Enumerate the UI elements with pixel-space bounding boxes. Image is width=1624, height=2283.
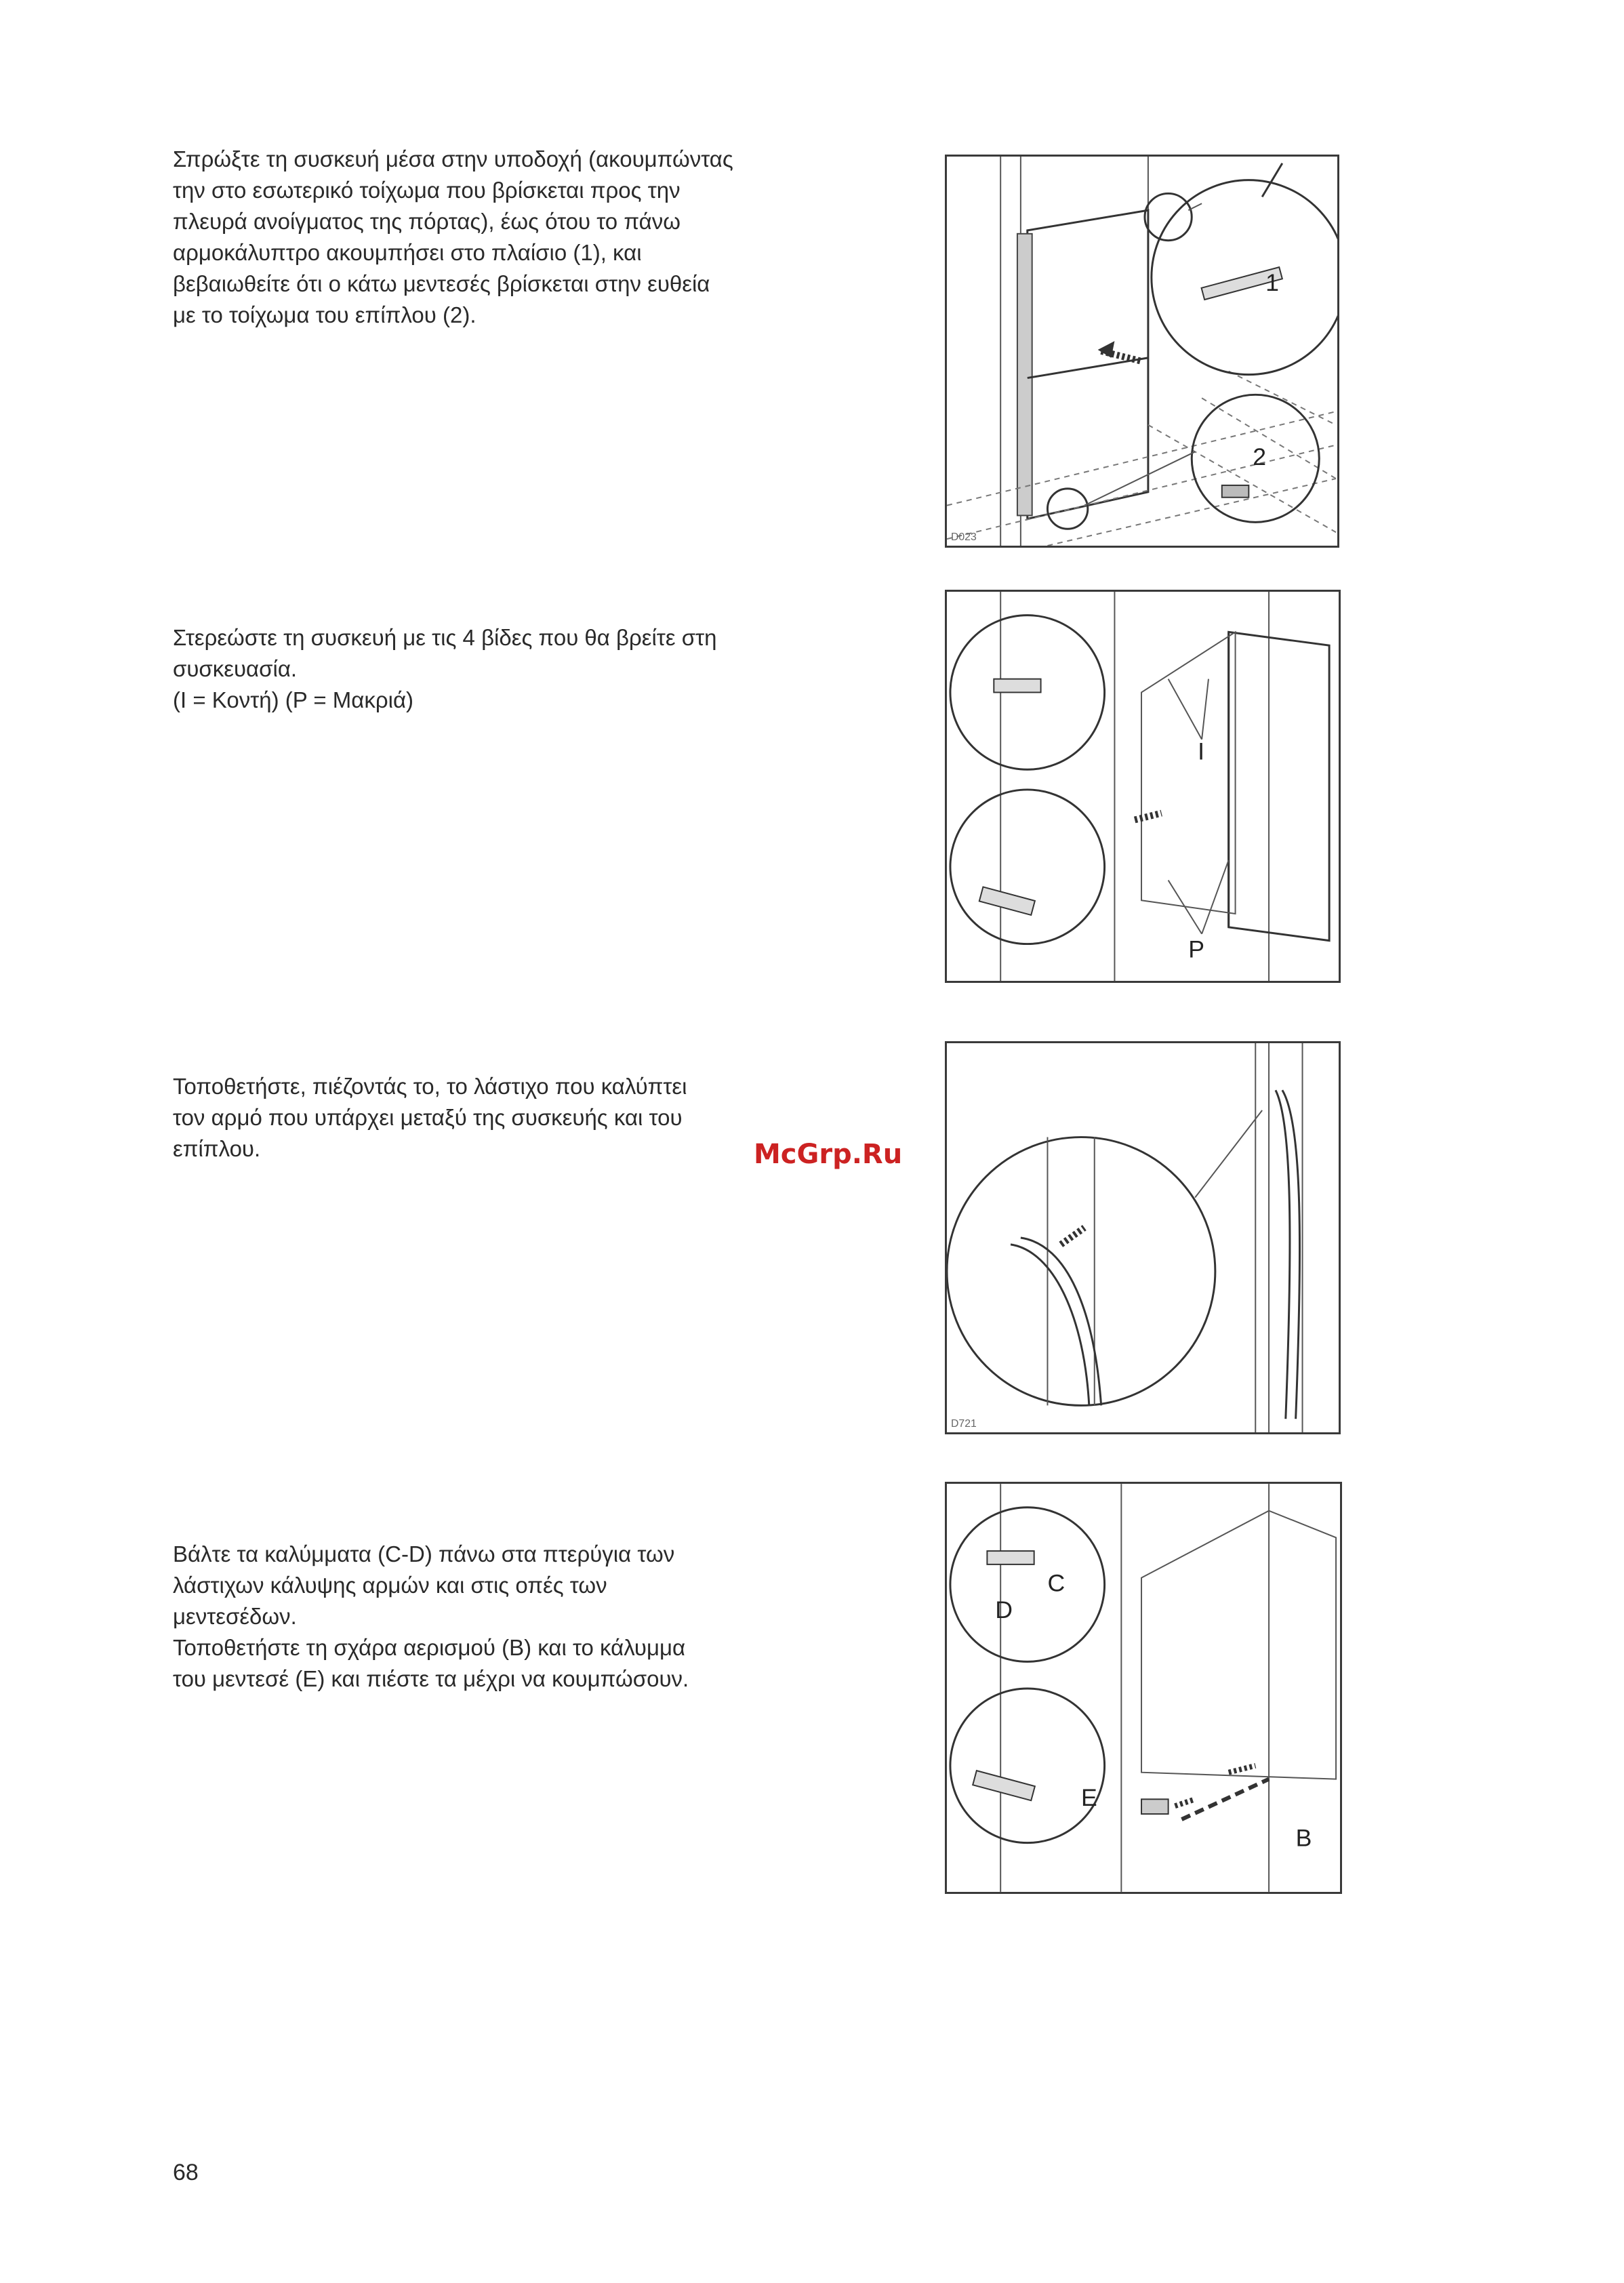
instruction-text-4 xyxy=(173,1539,891,1695)
illustration-screws xyxy=(947,592,1339,981)
text-line: Τοποθετήστε, πιέζοντάς το, το λάστιχο που καλύπτει xyxy=(173,1074,687,1099)
illustration-seal-strip xyxy=(947,1043,1339,1432)
text-line: Τοποθετήστε τη σχάρα αερισμού (B) και το κάλυμμα xyxy=(173,1635,686,1660)
text-line: τον αρμό που υπάρχει μεταξύ της συσκευής και του xyxy=(173,1105,683,1130)
label-B: B xyxy=(1295,1824,1312,1852)
text-line: Σπρώξτε τη συσκευή μέσα στην υποδοχή (ακουμπώντας xyxy=(173,146,733,171)
instruction-text-1 xyxy=(173,144,891,331)
label-C: C xyxy=(1047,1569,1065,1597)
figure-code: D721 xyxy=(950,1418,977,1430)
figure-covers xyxy=(945,1482,1342,1894)
text-line: Βάλτε τα καλύμματα (C-D) πάνω στα πτερύγια των xyxy=(173,1541,675,1567)
instruction-text-2 xyxy=(173,622,891,716)
label-D: D xyxy=(995,1596,1013,1624)
page-number: 68 xyxy=(173,2160,199,2185)
text-line: μεντεσέδων. xyxy=(173,1604,297,1629)
illustration-push-appliance xyxy=(947,157,1337,546)
figure-code: D023 xyxy=(950,531,977,544)
text-line: συσκευασία. xyxy=(173,656,298,681)
text-line: με το τοίχωμα του επίπλου (2). xyxy=(173,302,476,327)
watermark: McGrp.Ru xyxy=(754,1139,903,1170)
text-line: λάστιχων κάλυψης αρμών και στις οπές των xyxy=(173,1573,607,1598)
label-P: P xyxy=(1188,935,1205,963)
text-line: την στο εσωτερικό τοίχωμα που βρίσκεται προς την xyxy=(173,178,681,203)
figure-screws xyxy=(945,590,1341,983)
text-line: επίπλου. xyxy=(173,1136,261,1161)
text-line: του μεντεσέ (E) και πιέστε τα μέχρι να κουμπώσουν. xyxy=(173,1666,689,1691)
label-E: E xyxy=(1080,1784,1097,1812)
figure-seal-strip xyxy=(945,1041,1341,1434)
text-line: βεβαιωθείτε ότι ο κάτω μεντεσές βρίσκεται στην ευθεία xyxy=(173,271,710,296)
text-line: αρμοκάλυπτρο ακουμπήσει στο πλαίσιο (1), και xyxy=(173,240,642,265)
label-2: 2 xyxy=(1253,443,1267,471)
illustration-covers xyxy=(947,1484,1340,1892)
figure-push-appliance xyxy=(945,155,1339,548)
text-line: Στερεώστε τη συσκευή με τις 4 βίδες που θα βρείτε στη xyxy=(173,625,717,650)
label-I: I xyxy=(1198,738,1205,765)
text-line: (I = Κοντή) (P = Μακριά) xyxy=(173,687,414,712)
label-1: 1 xyxy=(1265,268,1279,296)
text-line: πλευρά ανοίγματος της πόρτας), έως ότου το πάνω xyxy=(173,209,681,234)
